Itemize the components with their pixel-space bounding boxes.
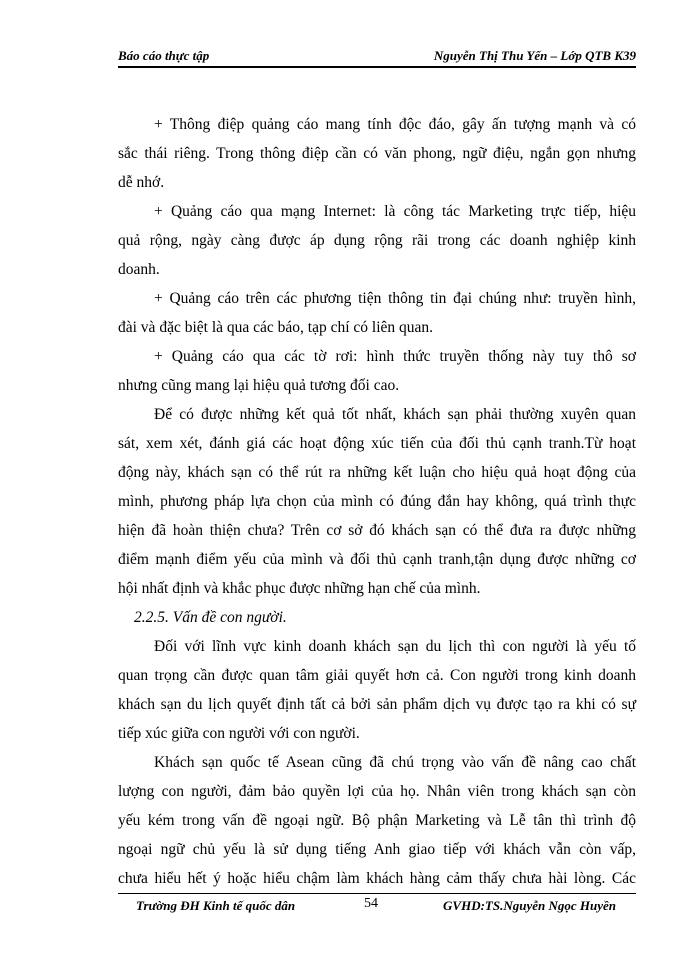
document-body — [118, 110, 636, 893]
text-line: đài và đặc biệt là qua các báo, tạp chí có liên quan. — [118, 319, 434, 336]
section-heading: 2.2.5. Vấn đề con người. — [134, 609, 287, 626]
text-line: điểm mạnh điểm yếu của mình và đối thủ cạnh tranh,tận dụng được những cơ — [118, 551, 636, 568]
text-line: yếu kém trong vấn đề ngoại ngữ. Bộ phận Marketing và Lễ tân thì trình độ — [118, 812, 636, 829]
footer-supervisor: GVHD:TS.Nguyễn Ngọc Huyền — [443, 898, 616, 913]
text-line: Để có được những kết quả tốt nhất, khách sạn phải thường xuyên quan — [154, 406, 636, 423]
text-line: + Thông điệp quảng cáo mang tính độc đáo, gây ấn tượng mạnh và có — [154, 116, 636, 133]
text-line: Khách sạn quốc tế Asean cũng đã chú trọng vào vấn đề nâng cao chất — [154, 754, 636, 771]
header-author: Nguyễn Thị Thu Yến – Lớp QTB K39 — [433, 48, 636, 63]
text-line: ngoại ngữ chủ yếu là sử dụng tiếng Anh giao tiếp với khách vẫn còn vấp, — [118, 841, 636, 858]
text-line: mình, phương pháp lựa chọn của mình có đúng đắn hay không, quá trình thực — [118, 493, 636, 510]
text-line: lượng con người, đảm bảo quyền lợi của họ. Nhân viên trong khách sạn còn — [118, 783, 636, 800]
text-line: quả rộng, ngày càng được áp dụng rộng rãi trong các doanh nghiệp kinh — [118, 232, 636, 249]
text-line: quan trọng cần được quan tâm giải quyết hơn cả. Con người trong kinh doanh — [118, 667, 636, 684]
text-line: doanh. — [118, 261, 160, 278]
footer-university: Trường ĐH Kinh tế quốc dân — [136, 898, 296, 913]
text-line: dễ nhớ. — [118, 174, 165, 191]
text-line: động này, khách sạn có thể rút ra những kết luận cho hiệu quả hoạt động của — [118, 464, 636, 481]
text-line: sát, xem xét, đánh giá các hoạt động xúc tiến của đối thủ cạnh tranh.Từ hoạt — [118, 435, 636, 452]
text-line: + Quảng cáo qua các tờ rơi: hình thức truyền thống này tuy thô sơ — [154, 348, 636, 365]
text-line: tiếp xúc giữa con người với con người. — [118, 725, 360, 742]
text-line: chưa hiểu hết ý hoặc hiểu chậm làm khách hàng cảm thấy chưa hài lòng. Các — [118, 870, 636, 887]
text-line: nhưng cũng mang lại hiệu quả tương đối cao. — [118, 377, 400, 394]
text-line: sắc thái riêng. Trong thông điệp cần có văn phong, ngữ điệu, ngắn gọn nhưng — [118, 145, 636, 162]
text-line: khách sạn du lịch quyết định tất cả bởi sản phẩm dịch vụ được tạo ra khi có sự — [118, 696, 636, 713]
text-line: + Quảng cáo qua mạng Internet: là công tác Marketing trực tiếp, hiệu — [154, 203, 636, 220]
page-header — [118, 44, 636, 68]
text-line: hiện đã hoàn thiện chưa? Trên cơ sở đó khách sạn có thể đưa ra được những — [118, 522, 636, 539]
page-number: 54 — [364, 896, 378, 911]
text-line: hội nhất định và khắc phục được những hạn chế của mình. — [118, 580, 481, 597]
text-line: Đối với lĩnh vực kinh doanh khách sạn du lịch thì con người là yếu tố — [154, 638, 636, 655]
header-report-title: Báo cáo thực tập — [118, 48, 210, 63]
text-line: + Quảng cáo trên các phương tiện thông tin đại chúng như: truyền hình, — [154, 290, 636, 307]
page-footer — [118, 893, 636, 918]
